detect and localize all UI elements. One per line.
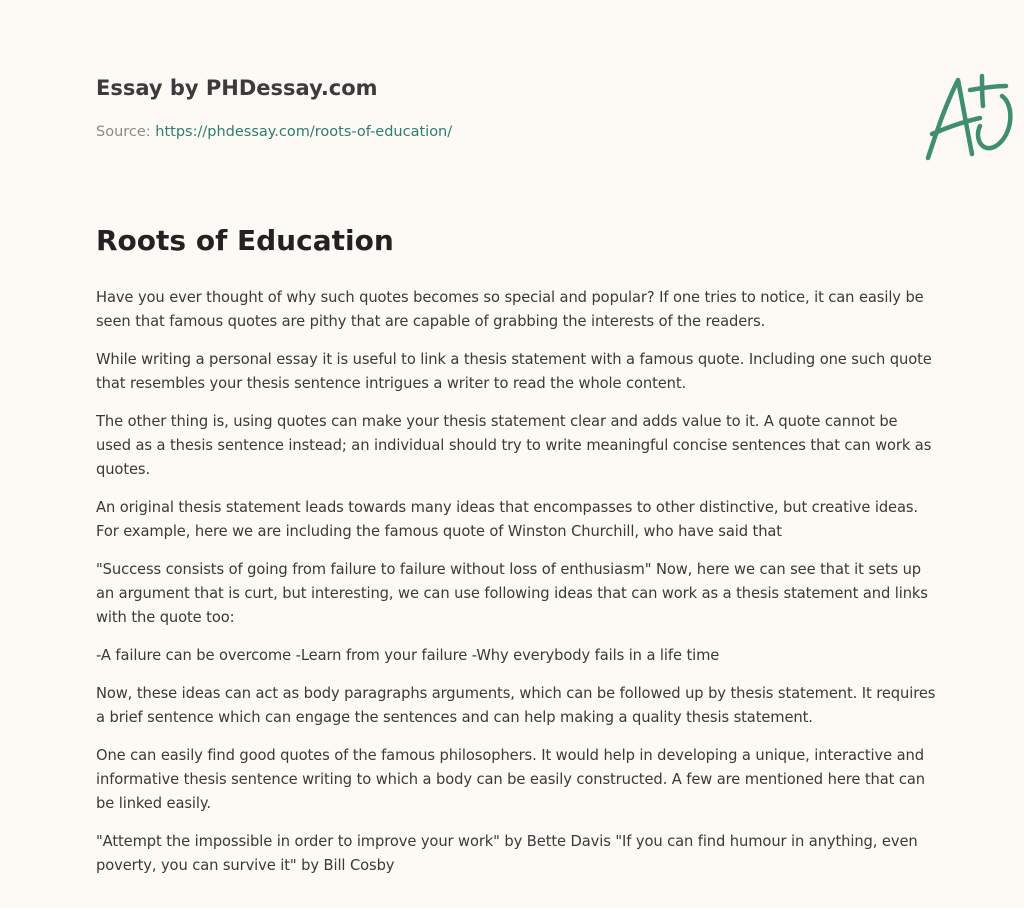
essay-paragraph: While writing a personal essay it is useful to link a thesis statement with a famous quote. Including one such quote that resembles your thesis sentence intrigues a writer to read the whole content. bbox=[96, 351, 932, 392]
source-line bbox=[96, 124, 452, 140]
essay-paragraph: An original thesis statement leads towards many ideas that encompasses to other distinctive, but creative ideas. For example, here we are including the famous quote of Winston Churchill, who have said that bbox=[96, 499, 918, 540]
site-title: Essay by PHDessay.com bbox=[96, 76, 378, 100]
essay-paragraph: "Success consists of going from failure to failure without loss of enthusiasm" Now, here we can see that it sets up an argument that is curt, but interesting, we can use following ideas that can work as a thesis statement and links with the quote too: bbox=[96, 561, 928, 626]
source-link[interactable]: https://phdessay.com/roots-of-education/ bbox=[155, 124, 453, 140]
essay-paragraph: -A failure can be overcome -Learn from your failure -Why everybody fails in a life time bbox=[96, 647, 720, 664]
essay-paragraph: One can easily find good quotes of the famous philosophers. It would help in developing a unique, interactive and informative thesis sentence writing to which a body can be easily constructed. A few are mentioned here that can be linked easily. bbox=[96, 747, 925, 812]
essay-paragraph: Have you ever thought of why such quotes becomes so special and popular? If one tries to notice, it can easily be seen that famous quotes are pithy that are capable of grabbing the interests of the readers. bbox=[96, 289, 924, 330]
essay-paragraph: The other thing is, using quotes can make your thesis statement clear and adds value to it. A quote cannot be used as a thesis sentence instead; an individual should try to write meaningful concise sentences that can work as quotes. bbox=[96, 413, 932, 478]
essay-paragraph: Now, these ideas can act as body paragraphs arguments, which can be followed up by thesis statement. It requires a brief sentence which can engage the sentences and can help making a quality thesis statement. bbox=[96, 685, 936, 726]
essay-paragraph: "Attempt the impossible in order to improve your work" by Bette Davis "If you can find humour in anything, even poverty, you can survive it" by Bill Cosby bbox=[96, 833, 918, 874]
a-plus-logo bbox=[918, 68, 1022, 164]
essay-title: Roots of Education bbox=[96, 224, 394, 257]
source-label: Source: bbox=[96, 124, 151, 140]
a-plus-logo-icon bbox=[918, 68, 1022, 164]
essay-body bbox=[96, 286, 936, 892]
